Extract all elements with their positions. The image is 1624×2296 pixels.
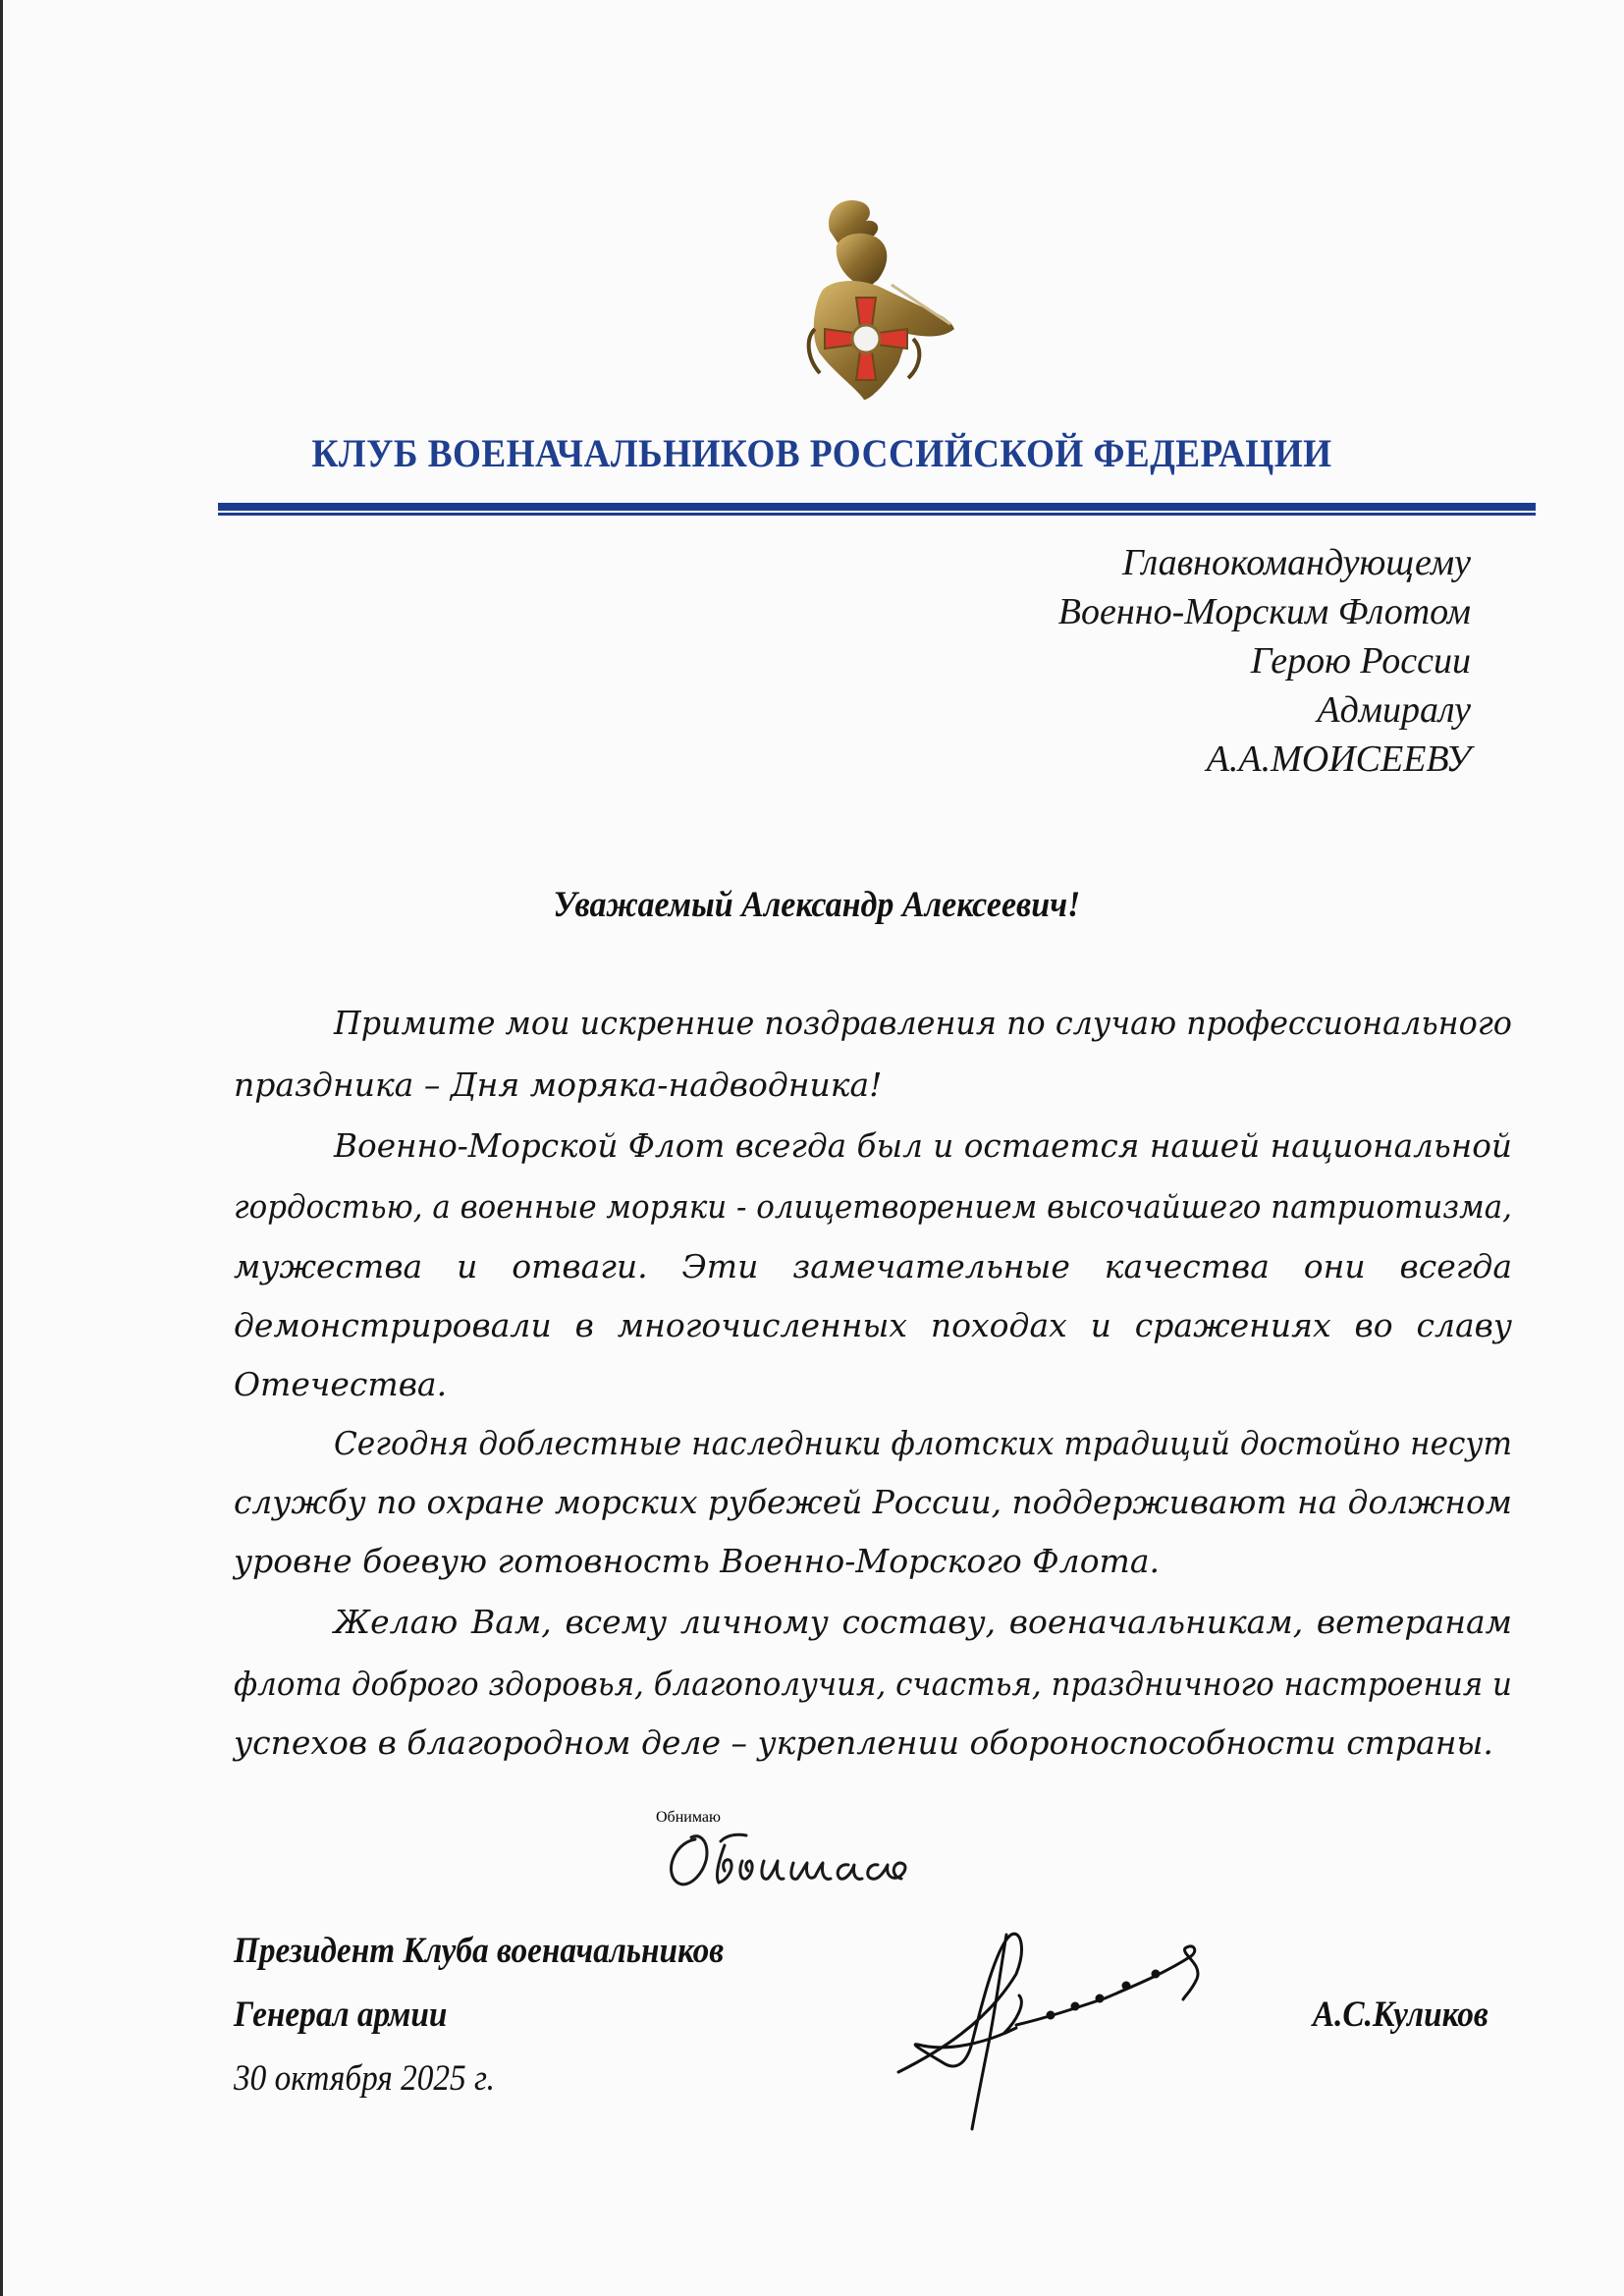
body-line: Желаю Вам, всему личному составу, военачальникам, ветеранам xyxy=(334,1603,1512,1641)
handwritten-note xyxy=(656,1809,970,1900)
addressee-line: Герою России xyxy=(1250,640,1471,682)
header-rule-thin xyxy=(218,513,1536,516)
signature xyxy=(879,1905,1213,2131)
body-line: Военно-Морской Флот всегда был и остается нашей национальной xyxy=(334,1126,1512,1165)
signatory-title: Президент Клуба военачальников xyxy=(234,1931,725,1971)
svg-text:Обнимаю: Обнимаю xyxy=(656,1809,721,1826)
letter-date: 30 октября 2025 г. xyxy=(234,2058,495,2099)
greeting: Уважаемый Александр Алексеевич! xyxy=(553,885,1081,925)
addressee-line: Главнокомандующему xyxy=(1121,542,1471,583)
body-line: службу по охране морских рубежей России, поддерживают на должном xyxy=(234,1483,1513,1521)
body-line: Примите мои искренние поздравления по случаю профессионального xyxy=(334,1004,1512,1042)
body-line: гордостью, а военные моряки - олицетворением высочайшего патриотизма, xyxy=(234,1187,1512,1226)
body-line: Сегодня доблестные наследники флотских традиций достойно несут xyxy=(334,1424,1512,1462)
signatory-name: А.С.Куликов xyxy=(1313,1995,1489,2035)
body-line: флота доброго здоровья, благополучия, счастья, праздничного настроения и xyxy=(234,1665,1512,1703)
body-line: уровне боевую готовность Военно-Морского Флота. xyxy=(234,1542,1161,1580)
body-line: успехов в благородном деле – укреплении обороноспособности страны. xyxy=(234,1723,1493,1762)
addressee-line: А.А.МОИСЕЕВУ xyxy=(1206,738,1471,780)
addressee-line: Адмиралу xyxy=(1317,689,1471,731)
body-line: Отечества. xyxy=(234,1365,448,1403)
scan-edge xyxy=(0,0,3,2296)
signatory-rank: Генерал армии xyxy=(234,1995,448,2035)
body-line: демонстрировали в многочисленных походах и сражениях во славу xyxy=(234,1306,1512,1344)
body-line: мужества и отваги. Эти замечательные качества они всегда xyxy=(234,1247,1512,1285)
organization-title: КЛУБ ВОЕНАЧАЛЬНИКОВ РОССИЙСКОЙ ФЕДЕРАЦИИ xyxy=(311,431,1332,475)
body-line: праздника – Дня моряка-надводника! xyxy=(234,1066,883,1104)
addressee-block xyxy=(1058,538,1471,784)
addressee-line: Военно-Морским Флотом xyxy=(1057,591,1471,632)
header-rule-thick xyxy=(218,503,1536,511)
club-emblem-icon xyxy=(776,191,962,403)
